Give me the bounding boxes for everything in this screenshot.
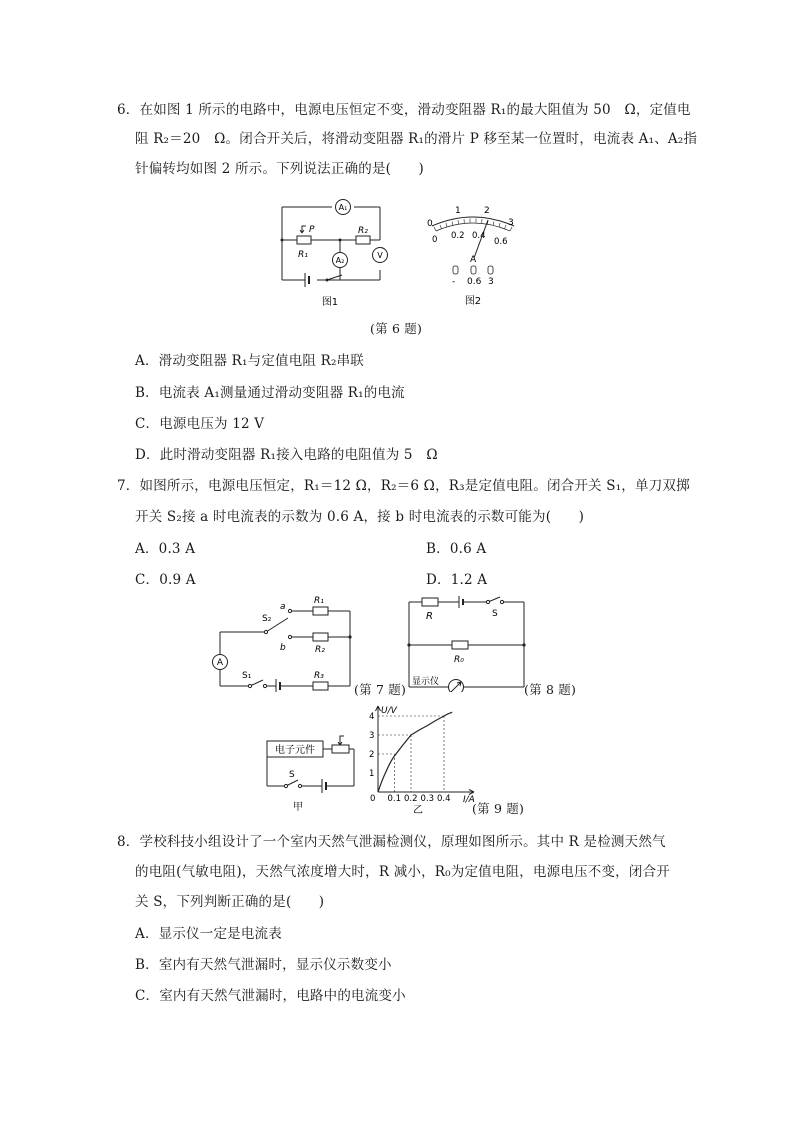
yi-label: 乙 xyxy=(413,805,423,816)
q6-option-d: D．此时滑动变阻器 R₁接入电路的电阻值为 5 Ω xyxy=(135,447,438,463)
q6-line-1: 6．在如图 1 所示的电路中，电源电压恒定不变，滑动变阻器 R₁的最大阻值为 50 Ω，定值电 xyxy=(117,102,691,118)
a1-label: A₁ xyxy=(338,203,348,212)
y-tick-4: 4 xyxy=(369,712,375,722)
component-label: 电子元件 xyxy=(275,745,315,756)
q6-option-b: B．电流表 A₁测量通过滑动变阻器 R₁的电流 xyxy=(135,385,405,401)
y-tick-3: 3 xyxy=(369,731,375,741)
q6-caption: (第 6 题) xyxy=(370,321,423,336)
p-label: P xyxy=(309,225,315,235)
q7-figure-circuit xyxy=(208,592,358,692)
terminal-3: 3 xyxy=(488,277,494,287)
q7-caption: (第 7 题) xyxy=(354,682,407,697)
s1-label: S₁ xyxy=(242,671,252,681)
r2-label: R₂ xyxy=(315,645,325,655)
r1-label: R₁ xyxy=(314,596,324,606)
meter-label: A xyxy=(470,255,477,265)
r3-label: R₃ xyxy=(314,671,324,681)
r2-label: R₂ xyxy=(358,226,368,236)
b-label: b xyxy=(280,643,286,653)
s2-label: S₂ xyxy=(262,614,272,624)
x-tick-0.3: 0.3 xyxy=(420,794,435,804)
top-scale-0: 0 xyxy=(427,219,433,229)
terminal-minus: - xyxy=(452,277,456,287)
q6-line-3: 针偏转均如图 2 所示。下列说法正确的是( ) xyxy=(135,161,425,177)
s-label: S xyxy=(289,770,295,780)
bottom-scale-0: 0 xyxy=(432,235,438,245)
a-label: a xyxy=(280,602,286,612)
r1-rheostat-icon xyxy=(297,236,311,244)
r1-label: R₁ xyxy=(298,250,308,260)
terminal-0-6: 0.6 xyxy=(467,277,482,287)
q7-option-c: C．0.9 A xyxy=(135,572,196,588)
q6-figure-2-ammeter-dial xyxy=(418,200,528,312)
q7-line-2: 开关 S₂接 a 时电流表的示数为 0.6 A，接 b 时电流表的示数可能为( ) xyxy=(135,509,585,525)
r2-resistor-icon xyxy=(313,633,328,641)
bottom-scale-0-2: 0.2 xyxy=(451,231,465,241)
r0-resistor-icon xyxy=(452,641,468,649)
q9-figure-jia-circuit xyxy=(262,732,362,817)
jia-label: 甲 xyxy=(293,802,303,813)
r0-label: R₀ xyxy=(454,655,464,665)
y-tick-2: 2 xyxy=(369,750,375,760)
top-scale-1: 1 xyxy=(455,206,461,216)
display-label: 显示仪 xyxy=(412,677,440,687)
r-label: R xyxy=(426,611,433,622)
r3-resistor-icon xyxy=(313,682,328,690)
q8-option-c: C．室内有天然气泄漏时，电路中的电流变小 xyxy=(135,988,406,1004)
y-axis-label: U/V xyxy=(381,706,397,716)
display-meter-icon xyxy=(449,680,464,693)
x-tick-0.1: 0.1 xyxy=(387,794,402,804)
q8-line-1: 8．学校科技小组设计了一个室内天然气泄漏检测仪，原理如图所示。其中 R 是检测天然气 xyxy=(117,834,666,850)
x-axis-label: I/A xyxy=(463,795,475,805)
r1-resistor-icon xyxy=(313,607,328,615)
a2-label: A₂ xyxy=(335,256,345,265)
q9-caption: (第 9 题) xyxy=(472,801,525,816)
s-label: S xyxy=(492,609,498,619)
q8-option-b: B．室内有天然气泄漏时，显示仪示数变小 xyxy=(135,957,392,973)
bottom-scale-0-6: 0.6 xyxy=(494,237,508,247)
q7-option-b: B．0.6 A xyxy=(426,541,487,557)
x-tick-0.2: 0.2 xyxy=(404,794,418,804)
q7-option-d: D．1.2 A xyxy=(426,572,488,588)
q8-fig-caption: (第 8 题) xyxy=(524,682,577,697)
top-scale-3: 3 xyxy=(508,218,514,228)
q8-line-2: 的电阻(气敏电阻)，天然气浓度增大时，R 减小，R₀为定值电阻，电源电压不变，闭合开 xyxy=(135,864,670,880)
fig1-label: 图1 xyxy=(321,297,339,308)
rheostat-icon xyxy=(332,745,349,753)
q8-option-a: A．显示仪一定是电流表 xyxy=(135,926,282,942)
origin-label: 0 xyxy=(370,794,376,804)
q6-line-2: 阻 R₂＝20 Ω。闭合开关后，将滑动变阻器 R₁的滑片 P 移至某一位置时，电流表 A₁、A₂指 xyxy=(135,131,698,147)
q7-option-a: A．0.3 A xyxy=(135,541,196,557)
q6-option-a: A．滑动变阻器 R₁与定值电阻 R₂串联 xyxy=(135,353,364,369)
v-label: V xyxy=(377,251,383,260)
bottom-scale-0-4: 0.4 xyxy=(472,231,486,241)
u-i-curve xyxy=(378,712,452,792)
y-tick-1: 1 xyxy=(369,769,375,779)
ammeter-label: A xyxy=(216,658,224,668)
q6-option-c: C．电源电压为 12 V xyxy=(135,416,265,432)
q8-line-3: 关 S，下列判断正确的是( ) xyxy=(135,894,325,910)
fig2-label: 图2 xyxy=(464,296,482,307)
top-scale-2: 2 xyxy=(484,206,490,216)
x-tick-0.4: 0.4 xyxy=(437,794,451,804)
q8-figure-circuit xyxy=(404,592,529,692)
r2-resistor-icon xyxy=(356,236,370,244)
q6-figure-1-circuit xyxy=(270,195,390,310)
r-gas-sensor-icon xyxy=(422,598,438,606)
q7-line-1: 7．如图所示，电源电压恒定，R₁＝12 Ω，R₂＝6 Ω，R₃是定值电阻。闭合开关 S₁，单刀双掷 xyxy=(117,478,690,494)
q9-figure-yi-graph xyxy=(364,700,484,818)
